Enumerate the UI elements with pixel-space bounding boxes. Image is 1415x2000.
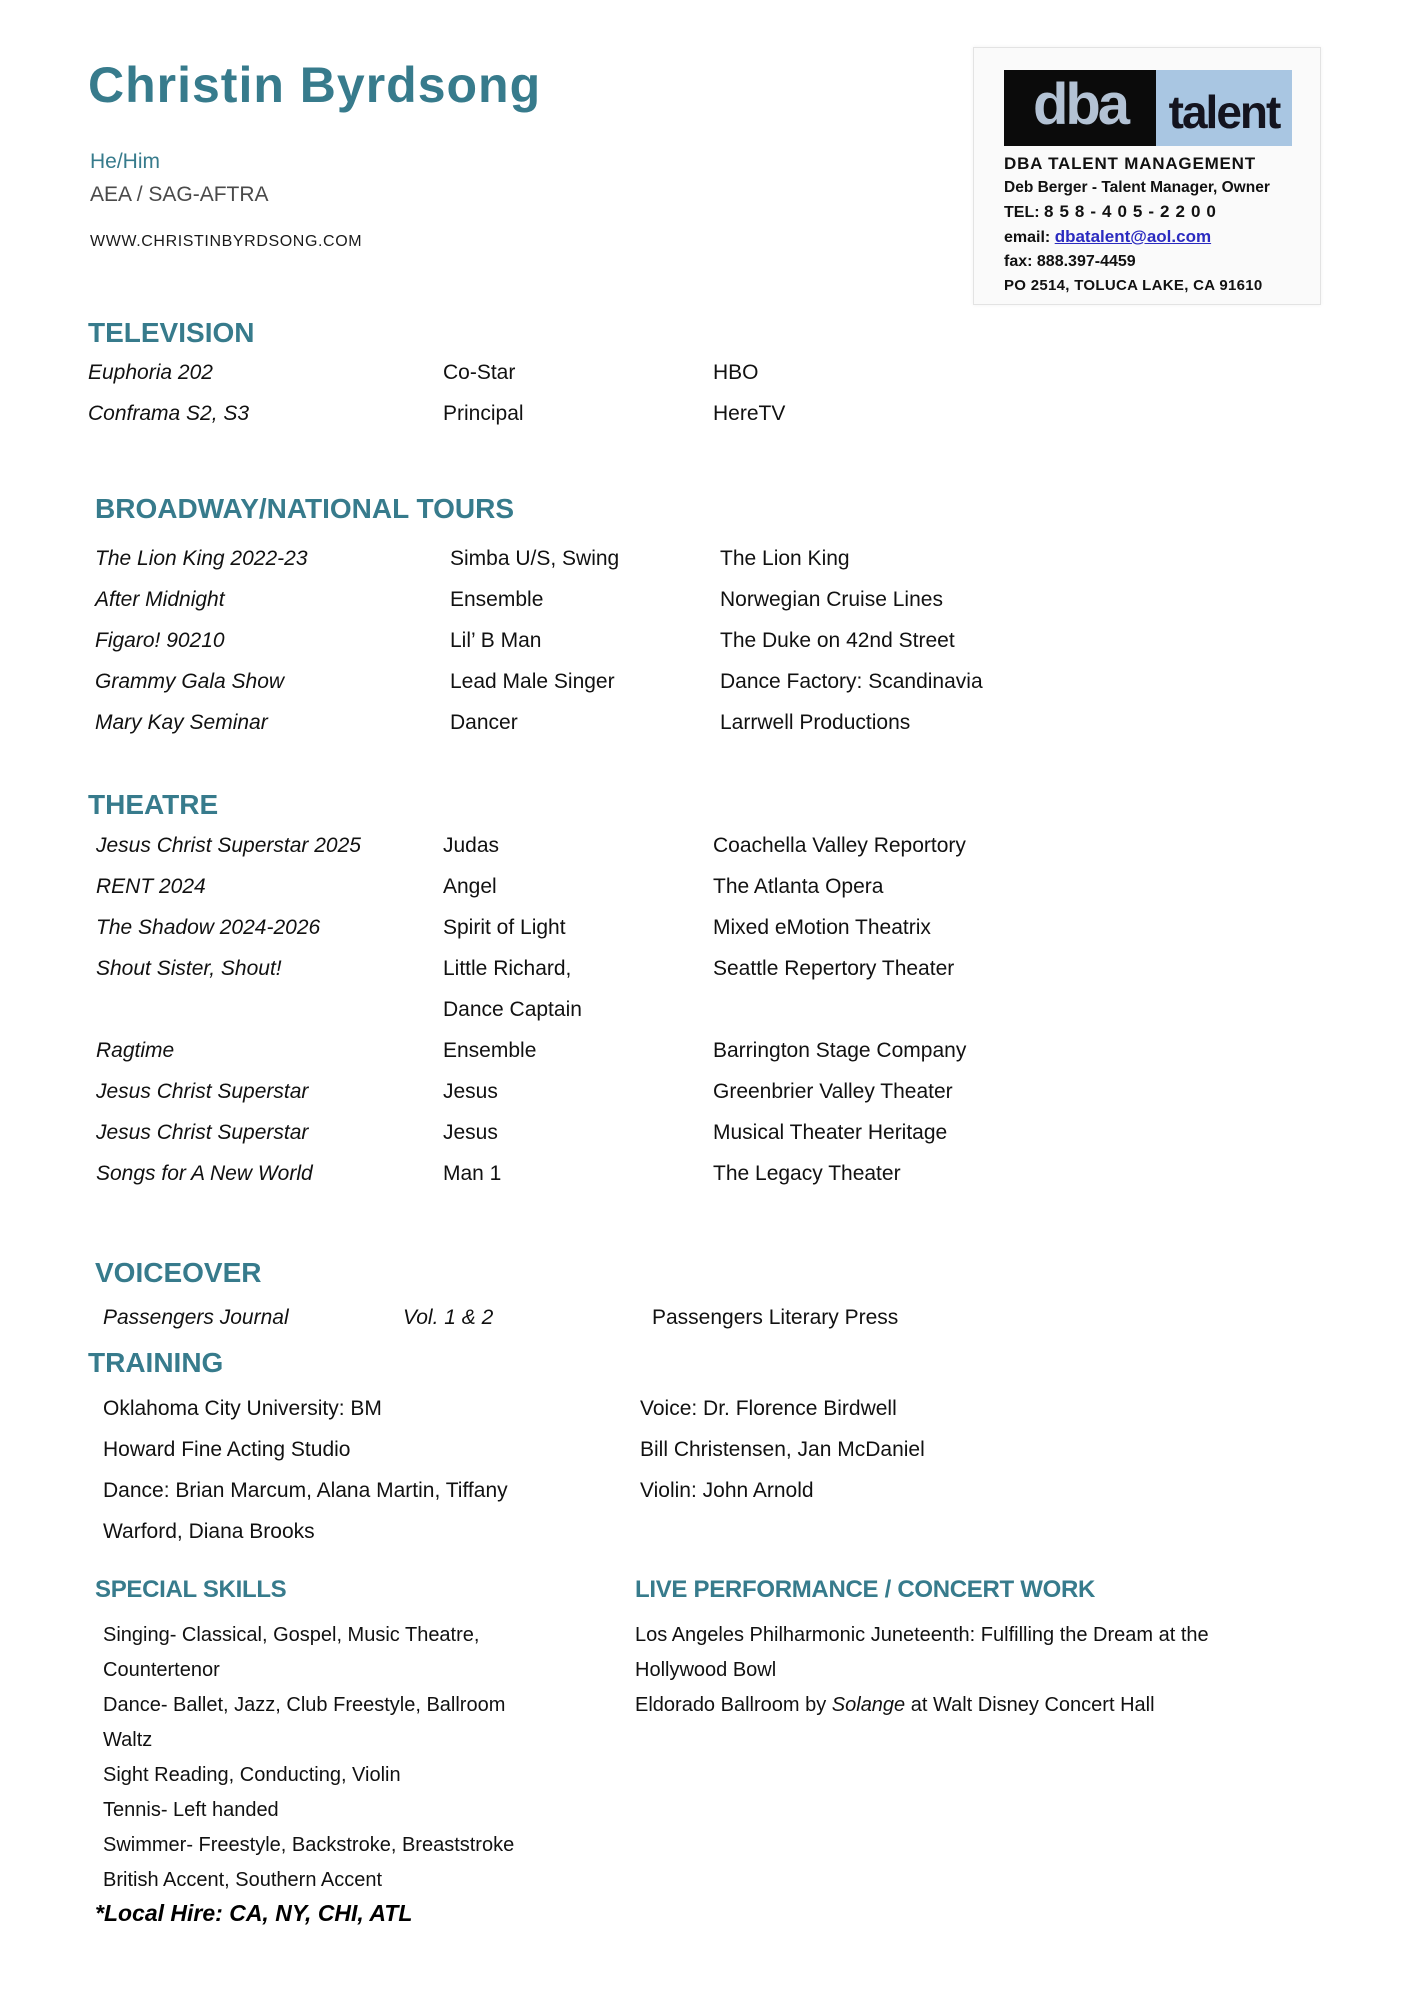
performance-text: at Walt Disney Concert Hall	[905, 1694, 1155, 1716]
credit-company: Larrwell Productions	[720, 711, 911, 734]
credit-company: HBO	[713, 361, 759, 384]
credit-title: Songs for A New World	[96, 1162, 313, 1185]
credit-company: Barrington Stage Company	[713, 1039, 967, 1062]
credit-role: Dancer	[450, 711, 518, 734]
section-special-skills	[95, 1576, 555, 1898]
credit-company: Dance Factory: Scandinavia	[720, 670, 983, 693]
skill-item: Sight Reading, Conducting, Violin	[103, 1764, 401, 1786]
credit-title: Figaro! 90210	[95, 629, 225, 652]
agency-card	[973, 47, 1321, 305]
table-row	[88, 825, 1328, 866]
credit-company: Norwegian Cruise Lines	[720, 588, 943, 611]
table-row	[88, 352, 1328, 393]
agency-contact-name: Deb Berger - Talent Manager, Owner	[1004, 179, 1270, 196]
section-title-television: TELEVISION	[88, 317, 255, 348]
agency-address-line: PO 2514, TOLUCA LAKE, CA 91610	[1004, 277, 1263, 294]
credit-title: Jesus Christ Superstar 2025	[96, 834, 361, 857]
page-title: Christin Byrdsong	[88, 57, 542, 113]
credit-role: Simba U/S, Swing	[450, 547, 620, 570]
section-voiceover	[95, 1258, 1335, 1338]
skill-item: Singing- Classical, Gospel, Music Theatre, Countertenor	[103, 1624, 480, 1681]
table-row	[95, 661, 1328, 702]
skill-item: Tennis- Left handed	[103, 1799, 279, 1821]
table-row	[95, 702, 1328, 743]
credit-role: Angel	[443, 875, 497, 898]
credit-role: Jesus	[443, 1121, 498, 1144]
skill-item: British Accent, Southern Accent	[103, 1869, 383, 1891]
section-theatre	[88, 790, 1328, 1194]
table-row	[88, 1153, 1328, 1194]
table-row	[95, 620, 1328, 661]
credit-role: Co-Star	[443, 361, 516, 384]
agency-logo	[1004, 70, 1292, 146]
section-broadway	[88, 494, 1328, 743]
performance-text: Eldorado Ballroom by	[635, 1694, 832, 1716]
credit-title: Jesus Christ Superstar	[96, 1080, 309, 1103]
section-title-training: TRAINING	[88, 1347, 224, 1378]
table-row	[88, 1112, 1328, 1153]
section-live-performance	[635, 1576, 1315, 1723]
credit-role: Judas	[443, 834, 500, 857]
tel-label: TEL:	[1004, 204, 1040, 221]
credit-role	[443, 948, 713, 1030]
table-row	[88, 393, 1328, 434]
website-url: WWW.CHRISTINBYRDSONG.COM	[90, 233, 363, 250]
credit-title: Mary Kay Seminar	[95, 711, 268, 734]
performance-text: Los Angeles Philharmonic Juneteenth: Fulfilling the Dream at the Hollywood Bowl	[635, 1624, 1209, 1681]
section-television	[88, 318, 1328, 434]
tel-number: 858-405-2200	[1044, 202, 1222, 221]
credit-company: Mixed eMotion Theatrix	[713, 916, 931, 939]
credit-title: The Lion King 2022-23	[95, 547, 308, 570]
credit-role: Lead Male Singer	[450, 670, 615, 693]
credit-company: Seattle Repertory Theater	[713, 957, 955, 980]
training-item: Voice: Dr. Florence Birdwell	[640, 1397, 897, 1420]
table-row	[88, 1030, 1328, 1071]
training-item: Violin: John Arnold	[640, 1479, 814, 1502]
credit-role: Lil’ B Man	[450, 629, 542, 652]
training-item: Howard Fine Acting Studio	[103, 1438, 351, 1461]
table-row	[95, 1297, 1335, 1338]
section-title-broadway: BROADWAY/NATIONAL TOURS	[95, 493, 514, 524]
credit-role: Man 1	[443, 1162, 502, 1185]
training-item: Dance: Brian Marcum, Alana Martin, Tiffany Warford, Diana Brooks	[103, 1479, 508, 1543]
section-title-live-performance: LIVE PERFORMANCE / CONCERT WORK	[635, 1576, 1096, 1603]
performance-italic-text: Solange	[831, 1694, 906, 1716]
union-affiliations: AEA / SAG-AFTRA	[90, 183, 269, 206]
training-right-column	[640, 1388, 1200, 1511]
credit-role: Ensemble	[450, 588, 544, 611]
table-row	[88, 948, 1328, 1030]
credit-company: Musical Theater Heritage	[713, 1121, 948, 1144]
training-item: Bill Christensen, Jan McDaniel	[640, 1438, 925, 1461]
credit-title: Jesus Christ Superstar	[96, 1121, 309, 1144]
credit-company: The Duke on 42nd Street	[720, 629, 955, 652]
performance-item	[635, 1618, 1260, 1688]
agency-company-name: DBA TALENT MANAGEMENT	[1004, 154, 1256, 173]
credit-company: The Atlanta Opera	[713, 875, 884, 898]
credit-company: HereTV	[713, 402, 786, 425]
credit-role: Principal	[443, 402, 524, 425]
credit-title: Shout Sister, Shout!	[96, 957, 282, 980]
performance-item	[635, 1688, 1260, 1723]
credit-role-line2: Dance Captain	[443, 998, 582, 1021]
section-title-special-skills: SPECIAL SKILLS	[95, 1576, 287, 1603]
credit-role: Jesus	[443, 1080, 498, 1103]
table-row	[95, 579, 1328, 620]
credit-title: Conframa S2, S3	[88, 402, 250, 425]
credit-role: Vol. 1 & 2	[403, 1306, 494, 1329]
agency-email-line	[1004, 225, 1304, 250]
agency-logo-dba: dba	[1004, 70, 1156, 146]
credit-company: Coachella Valley Reportory	[713, 834, 966, 857]
credit-title: Grammy Gala Show	[95, 670, 285, 693]
credit-title: Passengers Journal	[103, 1306, 289, 1329]
section-training	[88, 1348, 1328, 1378]
credit-title: After Midnight	[95, 588, 225, 611]
credit-company: Passengers Literary Press	[652, 1306, 899, 1329]
credit-role: Ensemble	[443, 1039, 537, 1062]
table-row	[88, 907, 1328, 948]
agency-email-link[interactable]: dbatalent@aol.com	[1054, 227, 1212, 246]
credit-role: Spirit of Light	[443, 916, 566, 939]
credit-company: Greenbrier Valley Theater	[713, 1080, 953, 1103]
table-row	[88, 1071, 1328, 1112]
table-row	[88, 866, 1328, 907]
skill-item: Dance- Ballet, Jazz, Club Freestyle, Ballroom Waltz	[103, 1694, 506, 1751]
section-title-theatre: THEATRE	[88, 789, 219, 820]
credit-title: The Shadow 2024-2026	[96, 916, 321, 939]
agency-logo-talent: talent	[1156, 70, 1292, 146]
training-item: Oklahoma City University: BM	[103, 1397, 382, 1420]
agency-phone-line	[1004, 200, 1304, 225]
credit-company: The Lion King	[720, 547, 850, 570]
agency-fax-line: fax: 888.397-4459	[1004, 253, 1136, 270]
credit-title: Ragtime	[96, 1039, 175, 1062]
section-title-voiceover: VOICEOVER	[95, 1257, 262, 1288]
skill-item: Swimmer- Freestyle, Backstroke, Breaststroke	[103, 1834, 515, 1856]
credit-title: Euphoria 202	[88, 361, 213, 384]
training-left-column	[103, 1388, 583, 1552]
local-hire-note: *Local Hire: CA, NY, CHI, ATL	[95, 1900, 413, 1926]
credit-role-line1: Little Richard,	[443, 957, 572, 980]
credit-company: The Legacy Theater	[713, 1162, 901, 1185]
table-row	[95, 538, 1328, 579]
email-label: email:	[1004, 229, 1051, 246]
pronouns-text: He/Him	[90, 150, 161, 173]
credit-title: RENT 2024	[96, 875, 206, 898]
